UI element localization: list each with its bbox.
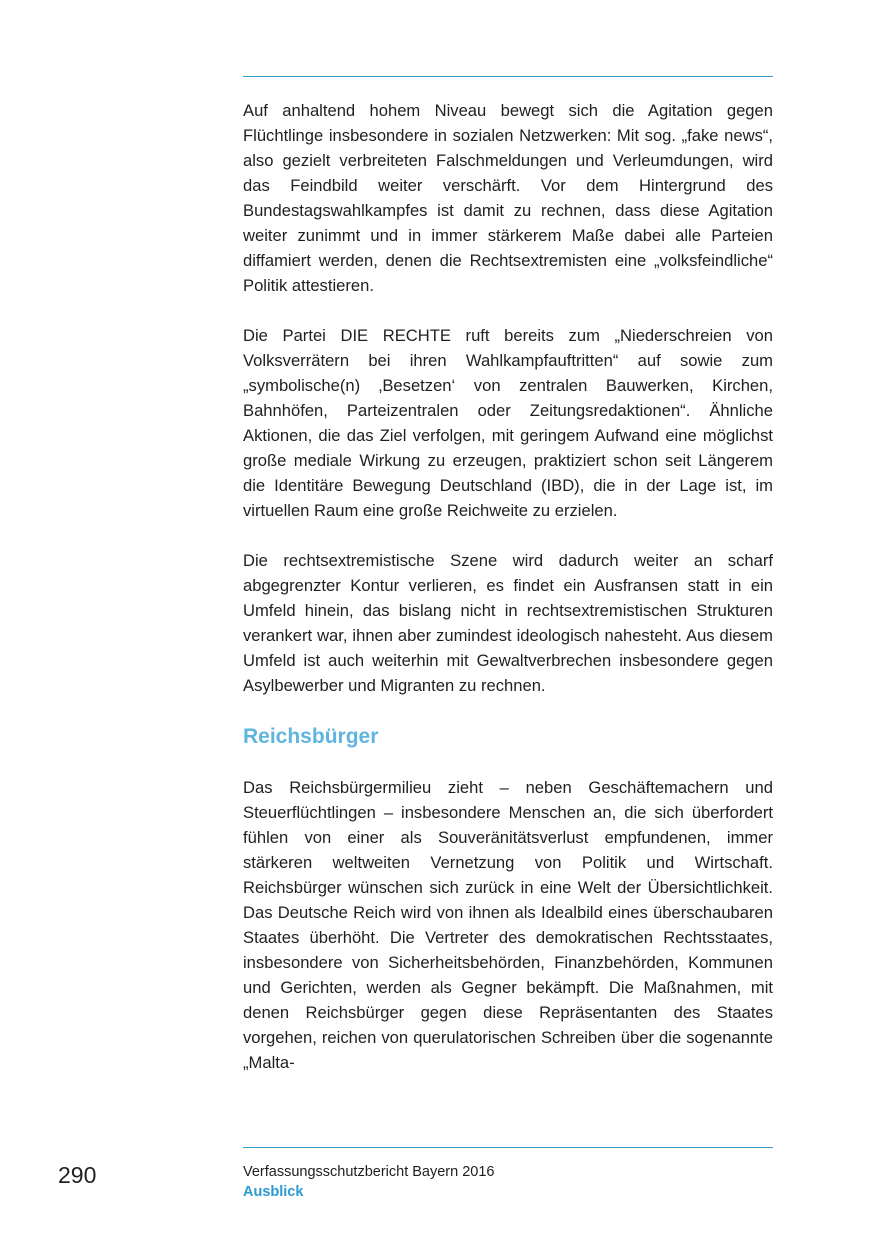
main-content [243,98,773,1100]
paragraph-die-rechte: Die Partei DIE RECHTE ruft bereits zum „Niederschreien von Volksverrätern bei ihren Wahlkampfauftritten“ auf sowie zum „symbolische(n) ‚Besetzen‘ von zentralen Bauwerken, Kirchen, Bahnhöfen, Parteizentralen oder Zeitungsredaktionen“. Ähnliche Aktionen, die das Ziel verfolgen, mit geringem Aufwand eine möglichst große mediale Wirkung zu erzeugen, praktiziert schon seit Längerem die Identitäre Bewegung Deutschland (IBD), die in der Lage ist, im virtuellen Raum eine große Reichweite zu erzielen. [243,326,773,520]
paragraph-szene: Die rechtsextremistische Szene wird dadurch weiter an scharf abgegrenzter Kontur verlieren, es findet ein Ausfransen statt in ein Umfeld hinein, das bislang nicht in rechtsextremistischen Strukturen verankert war, ihnen aber zumindest ideologisch nahesteht. Aus diesem Umfeld ist auch weiterhin mit Gewaltverbrechen insbesondere gegen Asylbewerber und Migranten zu rechnen. [243,551,773,695]
header-divider [243,76,773,77]
footer-section-name: Ausblick [243,1184,304,1200]
footer-divider [243,1147,773,1148]
footer-publication-title: Verfassungsschutzbericht Bayern 2016 [243,1164,495,1180]
section-heading-reichsbuerger: Reichsbürger [243,725,379,748]
page-number: 290 [58,1162,97,1188]
paragraph-agitation: Auf anhaltend hohem Niveau bewegt sich die Agitation gegen Flüchtlinge insbesondere in sozialen Netzwerken: Mit sog. „fake news“, also gezielt verbreiteten Falschmeldungen und Verleumdungen, wird das Feindbild weiter verschärft. Vor dem Hintergrund des Bundestagswahlkampfes ist damit zu rechnen, dass diese Agitation weiter zunimmt und in immer stärkerem Maße dabei alle Parteien diffamiert werden, denen die Rechtsextremisten eine „volksfeindliche“ Politik attestieren. [243,101,773,295]
paragraph-reichsbuergermilieu: Das Reichsbürgermilieu zieht – neben Geschäftemachern und Steuerflüchtlingen – insbesondere Menschen an, die sich überfordert fühlen von einer als Souveränitätsverlust empfundenen, immer stärkeren weltweiten Vernetzung von Politik und Wirtschaft. Reichsbürger wünschen sich zurück in eine Welt der Übersichtlichkeit. Das Deutsche Reich wird von ihnen als Idealbild eines überschaubaren Staates überhöht. Die Vertreter des demokratischen Rechtsstaates, insbesondere von Sicherheitsbehörden, Finanzbehörden, Kommunen und Gerichten, werden als Gegner bekämpft. Die Maßnahmen, mit denen Reichsbürger gegen diese Repräsentanten des Staates vorgehen, reichen von querulatorischen Schreiben über die sogenannte „Malta- [243,778,773,1072]
